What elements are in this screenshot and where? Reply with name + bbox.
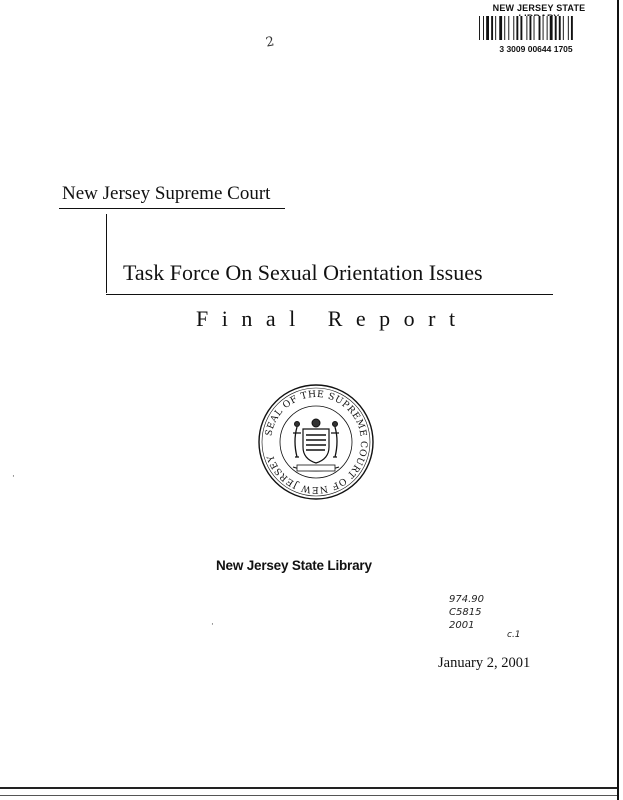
report-type-heading: Final Report — [196, 306, 469, 331]
handwritten-call-number — [449, 593, 521, 642]
seal-coat-of-arms — [293, 419, 339, 471]
call-number-line: C5815 — [449, 607, 482, 618]
barcode-bar — [520, 16, 522, 40]
barcode-bar — [516, 16, 518, 40]
call-number-copy: c.1 — [507, 630, 521, 640]
barcode-bar — [539, 16, 541, 40]
report-date: January 2, 2001 — [438, 655, 531, 671]
barcode-bar — [508, 16, 509, 40]
scan-edge-bottom — [0, 787, 617, 789]
seal-ring-text: SEAL OF THE SUPREME COURT OF NEW JERSEY — [263, 388, 370, 496]
task-force-title: Task Force On Sexual Orientation Issues — [123, 260, 483, 285]
barcode-bar — [499, 16, 502, 40]
library-stamp: New Jersey State Library — [216, 558, 372, 573]
court-seal-image — [257, 383, 375, 501]
call-number-line: 974.90 — [449, 594, 484, 605]
barcode-image — [478, 16, 594, 40]
barcode-bar — [571, 16, 573, 40]
margin-handwriting-mark: 2 — [264, 34, 276, 51]
scan-edge-bottom-secondary — [0, 795, 617, 796]
scan-speck: · — [12, 472, 15, 482]
barcode-bar — [550, 16, 553, 40]
barcode-bar — [568, 16, 569, 40]
barcode-number: 3 3009 00644 1705 — [499, 44, 573, 54]
barcode-bar — [495, 16, 496, 40]
horizontal-rule-top — [59, 208, 285, 209]
barcode-bar — [563, 16, 564, 40]
court-name-heading: New Jersey Supreme Court — [62, 183, 271, 204]
barcode-bar — [513, 16, 514, 40]
barcode-bar — [504, 16, 505, 40]
barcode-bar — [491, 16, 493, 40]
barcode-bar — [555, 16, 557, 40]
barcode-bar — [483, 16, 484, 40]
barcode-bar — [547, 16, 548, 40]
barcode-bar — [530, 16, 532, 40]
barcode-bar — [534, 16, 535, 40]
vertical-rule — [106, 214, 107, 293]
barcode-label: NEW JERSEY STATE — [492, 3, 586, 13]
call-number-line: 2001 — [449, 620, 475, 631]
barcode-bar — [486, 16, 489, 40]
barcode-bar — [559, 16, 561, 40]
horizontal-rule-bottom — [106, 294, 553, 295]
barcode-bar — [543, 16, 544, 40]
barcode-bar — [479, 16, 480, 40]
barcode-bar — [526, 16, 527, 40]
scan-speck: · — [211, 620, 214, 630]
scan-edge-right — [617, 0, 619, 800]
